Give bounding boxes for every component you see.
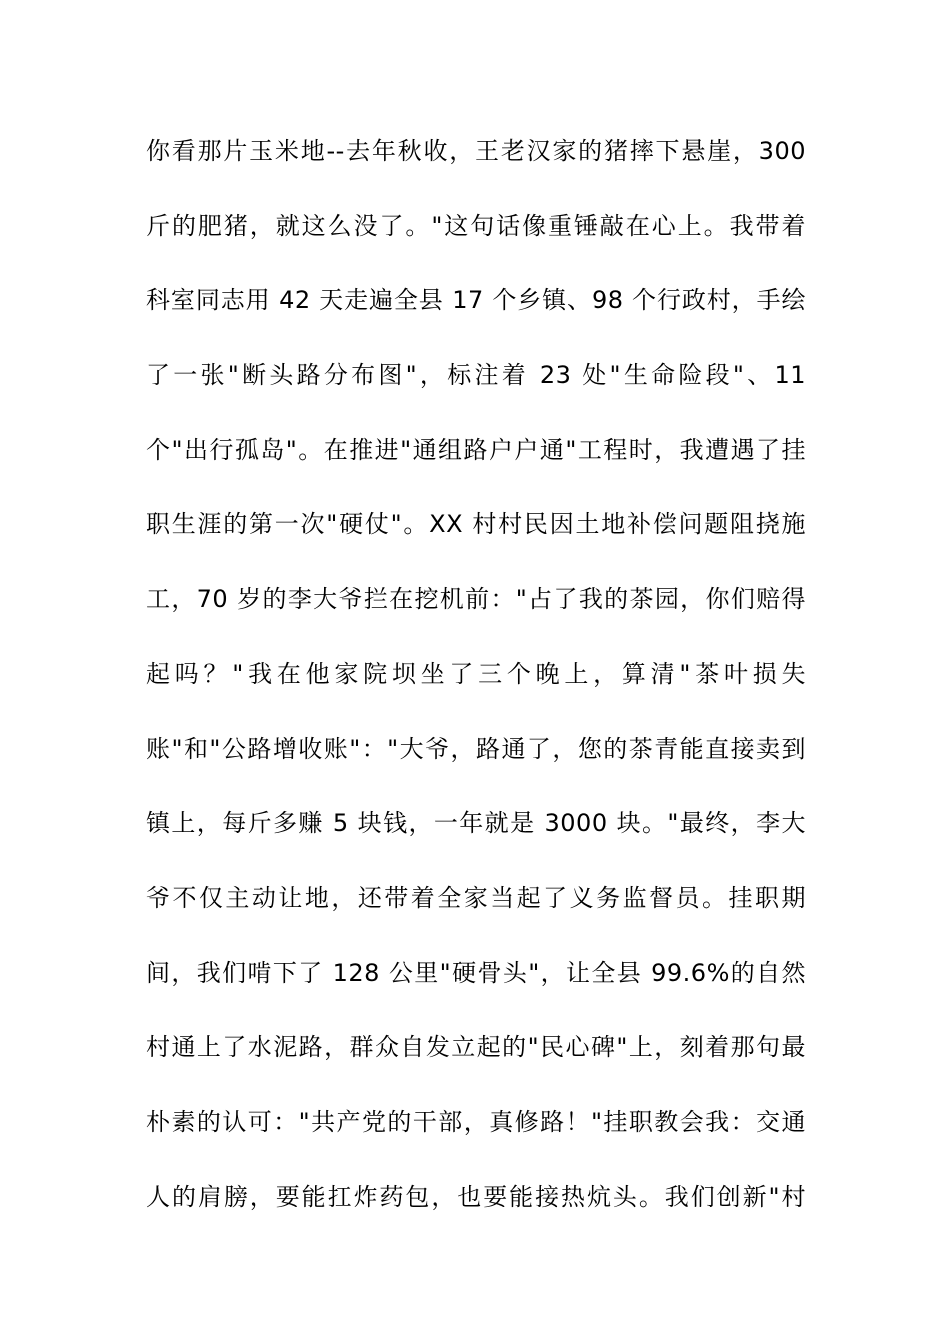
text-line-8: 起吗？"我在他家院坝坐了三个晚上，算清"茶叶损失 bbox=[146, 659, 806, 688]
text-line-3: 科室同志用 42 天走遍全县 17 个乡镇、98 个行政村，手绘 bbox=[146, 286, 806, 315]
text-line-15: 人的肩膀，要能扛炸药包，也要能接热炕头。我们创新"村 bbox=[146, 1182, 806, 1211]
text-line-13: 村通上了水泥路，群众自发立起的"民心碑"上，刻着那句最 bbox=[146, 1033, 806, 1062]
text-line-9: 账"和"公路增收账"："大爷，路通了，您的茶青能直接卖到 bbox=[146, 734, 806, 763]
text-line-2: 斤的肥猪，就这么没了。"这句话像重锤敲在心上。我带着 bbox=[146, 211, 806, 240]
text-line-1: 你看那片玉米地--去年秋收，王老汉家的猪摔下悬崖，300 bbox=[146, 137, 806, 165]
text-line-6: 职生涯的第一次"硬仗"。XX 村村民因土地补偿问题阻挠施 bbox=[146, 510, 806, 539]
text-line-10: 镇上，每斤多赚 5 块钱，一年就是 3000 块。"最终，李大 bbox=[146, 809, 806, 838]
text-line-5: 个"出行孤岛"。在推进"通组路户户通"工程时，我遭遇了挂 bbox=[146, 435, 806, 464]
text-line-12: 间，我们啃下了 128 公里"硬骨头"，让全县 99.6%的自然 bbox=[146, 958, 806, 987]
text-line-7: 工，70 岁的李大爷拦在挖机前："占了我的茶园，你们赔得 bbox=[146, 585, 806, 614]
text-line-14: 朴素的认可："共产党的干部，真修路！"挂职教会我：交通 bbox=[146, 1107, 806, 1136]
text-line-11: 爷不仅主动让地，还带着全家当起了义务监督员。挂职期 bbox=[146, 883, 806, 912]
text-line-4: 了一张"断头路分布图"，标注着 23 处"生命险段"、11 bbox=[146, 361, 806, 390]
body-text bbox=[146, 126, 806, 1246]
